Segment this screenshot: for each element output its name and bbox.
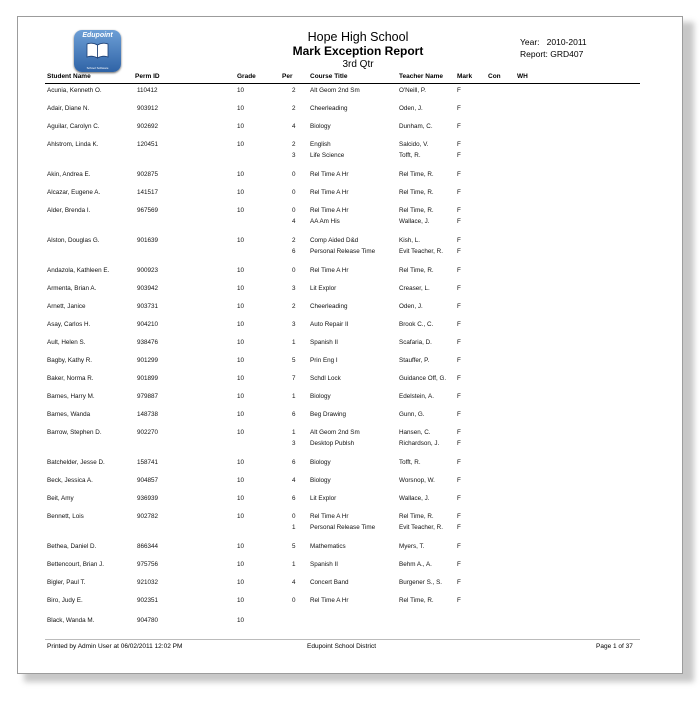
student-name: Adair, Diane N. <box>47 105 90 112</box>
course-title: Rel Time A Hr <box>310 189 349 196</box>
teacher-name: Richardson, J. <box>399 440 440 447</box>
student-name: Bettencourt, Brian J. <box>47 561 105 568</box>
perm-id: 902351 <box>137 597 159 604</box>
col-wh: WH <box>517 73 528 80</box>
course-title: Schdl Lock <box>310 375 341 382</box>
course-title: Personal Release Time <box>310 524 376 531</box>
teacher-name: Rel Time, R. <box>399 597 434 604</box>
period: 1 <box>292 393 296 400</box>
grade: 10 <box>237 513 245 520</box>
mark: F <box>457 440 461 447</box>
course-title: Rel Time A Hr <box>310 267 349 274</box>
teacher-name: Worsnop, W. <box>399 477 435 484</box>
course-title: Life Science <box>310 152 345 159</box>
teacher-name: Rel Time, R. <box>399 171 434 178</box>
mark: F <box>457 543 461 550</box>
period: 3 <box>292 321 296 328</box>
col-grade: Grade <box>237 73 256 80</box>
student-name: Barnes, Wanda <box>47 411 91 418</box>
mark: F <box>457 393 461 400</box>
period: 7 <box>292 375 296 382</box>
perm-id: 902782 <box>137 513 159 520</box>
mark: F <box>457 248 461 255</box>
perm-id: 901639 <box>137 237 159 244</box>
col-course: Course Title <box>310 73 348 80</box>
mark: F <box>457 561 461 568</box>
period: 2 <box>292 141 296 148</box>
mark: F <box>457 375 461 382</box>
perm-id: 967569 <box>137 207 159 214</box>
grade: 10 <box>237 189 245 196</box>
teacher-name: Dunham, C. <box>399 123 433 130</box>
course-title: Lit Explor <box>310 495 337 502</box>
header-rule <box>45 83 640 84</box>
period: 6 <box>292 459 296 466</box>
grade: 10 <box>237 321 245 328</box>
student-name: Bagby, Kathy R. <box>47 357 93 364</box>
grade: 10 <box>237 285 245 292</box>
grade: 10 <box>237 141 245 148</box>
period: 0 <box>292 267 296 274</box>
mark: F <box>457 171 461 178</box>
mark: F <box>457 141 461 148</box>
teacher-name: O'Neill, P. <box>399 87 426 94</box>
course-title: Concert Band <box>310 579 349 586</box>
teacher-name: Wallace, J. <box>399 218 430 225</box>
course-title: AA Am His <box>310 218 340 225</box>
course-title: Alt Geom 2nd Sm <box>310 429 360 436</box>
mark: F <box>457 339 461 346</box>
grade: 10 <box>237 477 245 484</box>
course-title: Beg Drawing <box>310 411 347 418</box>
course-title: English <box>310 141 331 148</box>
logo-brand: Edupoint <box>82 32 113 39</box>
period: 6 <box>292 248 296 255</box>
mark: F <box>457 237 461 244</box>
period: 2 <box>292 105 296 112</box>
course-title: Biology <box>310 459 331 466</box>
teacher-name: Myers, T. <box>399 543 425 550</box>
teacher-name: Burgener S., S. <box>399 579 443 586</box>
teacher-name: Tofft, R. <box>399 152 421 159</box>
teacher-name: Rel Time, R. <box>399 513 434 520</box>
course-title: Desktop Publsh <box>310 440 355 447</box>
grade: 10 <box>237 105 245 112</box>
col-mark: Mark <box>457 73 473 80</box>
perm-id: 979887 <box>137 393 159 400</box>
mark: F <box>457 152 461 159</box>
student-name: Beck, Jessica A. <box>47 477 93 484</box>
course-title: Rel Time A Hr <box>310 171 349 178</box>
col-teacher: Teacher Name <box>399 73 443 80</box>
teacher-name: Wallace, J. <box>399 495 430 502</box>
year-label: Year: <box>520 37 540 47</box>
mark: F <box>457 207 461 214</box>
student-name: Andazola, Kathleen E. <box>47 267 110 274</box>
mark: F <box>457 524 461 531</box>
year-value: 2010-2011 <box>546 37 587 47</box>
course-title: Auto Repair II <box>310 321 349 328</box>
mark: F <box>457 495 461 502</box>
perm-id: 866344 <box>137 543 159 550</box>
course-title: Biology <box>310 393 331 400</box>
printed-by: Printed by Admin User at 06/02/2011 12:02 PM <box>47 643 183 650</box>
teacher-name: Stauffer, P. <box>399 357 430 364</box>
period: 4 <box>292 579 296 586</box>
teacher-name: Evit Teacher, R. <box>399 524 443 531</box>
mark: F <box>457 411 461 418</box>
grade: 10 <box>237 171 245 178</box>
course-title: Mathematics <box>310 543 346 550</box>
period: 3 <box>292 152 296 159</box>
teacher-name: Rel Time, R. <box>399 189 434 196</box>
perm-id: 148738 <box>137 411 159 418</box>
teacher-name: Scafaria, D. <box>399 339 432 346</box>
teacher-name: Gunn, G. <box>399 411 425 418</box>
grade: 10 <box>237 597 245 604</box>
student-name: Akin, Andrea E. <box>47 171 91 178</box>
mark: F <box>457 429 461 436</box>
perm-id: 902692 <box>137 123 159 130</box>
course-title: Prin Eng I <box>310 357 338 364</box>
grade: 10 <box>237 495 245 502</box>
mark: F <box>457 87 461 94</box>
mark: F <box>457 123 461 130</box>
student-name: Batchelder, Jesse D. <box>47 459 105 466</box>
grade: 10 <box>237 459 245 466</box>
grade: 10 <box>237 207 245 214</box>
grade: 10 <box>237 123 245 130</box>
mark: F <box>457 579 461 586</box>
grade: 10 <box>237 579 245 586</box>
grade: 10 <box>237 375 245 382</box>
student-name: Alder, Brenda I. <box>47 207 91 214</box>
mark: F <box>457 303 461 310</box>
student-name: Alston, Douglas G. <box>47 237 100 244</box>
mark: F <box>457 285 461 292</box>
student-name: Bennett, Lois <box>47 513 84 520</box>
teacher-name: Creaser, L. <box>399 285 430 292</box>
teacher-name: Edelstein, A. <box>399 393 435 400</box>
grade: 10 <box>237 267 245 274</box>
student-name: Ahlstrom, Linda K. <box>47 141 99 148</box>
perm-id: 141517 <box>137 189 159 196</box>
teacher-name: Evit Teacher, R. <box>399 248 443 255</box>
mark: F <box>457 218 461 225</box>
year-info <box>520 37 587 47</box>
course-title: Spanish II <box>310 339 339 346</box>
page-number: Page 1 of 37 <box>596 643 633 650</box>
period: 2 <box>292 237 296 244</box>
course-title: Rel Time A Hr <box>310 513 349 520</box>
period: 2 <box>292 87 296 94</box>
grade: 10 <box>237 87 245 94</box>
student-name: Arnett, Janice <box>47 303 86 310</box>
course-title: Biology <box>310 477 331 484</box>
grade: 10 <box>237 237 245 244</box>
period: 3 <box>292 440 296 447</box>
report-title: Mark Exception Report <box>292 44 424 58</box>
period: 5 <box>292 543 296 550</box>
perm-id: 900923 <box>137 267 159 274</box>
teacher-name: Hansen, C. <box>399 429 431 436</box>
grade: 10 <box>237 411 245 418</box>
teacher-name: Tofft, R. <box>399 459 421 466</box>
col-per: Per <box>282 73 293 80</box>
teacher-name: Brook C., C. <box>399 321 434 328</box>
period: 0 <box>292 513 296 520</box>
grade: 10 <box>237 357 245 364</box>
teacher-name: Behm A., A. <box>399 561 432 568</box>
student-name: Armenta, Brian A. <box>47 285 97 292</box>
course-title: Personal Release Time <box>310 248 376 255</box>
mark: F <box>457 597 461 604</box>
perm-id: 158741 <box>137 459 159 466</box>
grade: 10 <box>237 339 245 346</box>
mark: F <box>457 459 461 466</box>
student-name: Bethea, Daniel D. <box>47 543 97 550</box>
perm-id: 120451 <box>137 141 159 148</box>
logo-sub: School Software <box>86 66 109 70</box>
student-name: Baker, Norma R. <box>47 375 94 382</box>
course-title: Lit Explor <box>310 285 337 292</box>
mark: F <box>457 267 461 274</box>
teacher-name: Guidance Off, G. <box>399 375 447 382</box>
period: 0 <box>292 597 296 604</box>
period: 0 <box>292 171 296 178</box>
period: 1 <box>292 561 296 568</box>
period: 6 <box>292 495 296 502</box>
mark: F <box>457 357 461 364</box>
student-name: Barnes, Harry M. <box>47 393 95 400</box>
teacher-name: Rel Time, R. <box>399 207 434 214</box>
perm-id: 904857 <box>137 477 159 484</box>
book-icon <box>86 42 109 59</box>
course-title: Cheerleading <box>310 105 348 112</box>
perm-id: 903731 <box>137 303 159 310</box>
perm-id: 975756 <box>137 561 159 568</box>
footer-rule <box>45 639 640 640</box>
course-title: Rel Time A Hr <box>310 207 349 214</box>
grade: 10 <box>237 543 245 550</box>
edupoint-logo <box>74 30 121 72</box>
report-value: GRD407 <box>550 49 584 59</box>
district-name: Edupoint School District <box>307 643 377 650</box>
course-title: Comp Aided D&d <box>310 237 359 244</box>
mark: F <box>457 477 461 484</box>
period: 1 <box>292 429 296 436</box>
student-name: Asay, Carlos H. <box>47 321 91 328</box>
student-name: Beit, Amy <box>47 495 74 502</box>
report-period: 3rd Qtr <box>342 59 374 70</box>
teacher-name: Oden, J. <box>399 105 423 112</box>
teacher-name: Rel Time, R. <box>399 267 434 274</box>
course-title: Spanish II <box>310 561 339 568</box>
school-name: Hope High School <box>307 30 409 44</box>
col-student-name: Student Name <box>47 73 91 80</box>
perm-id: 902270 <box>137 429 159 436</box>
student-name: Alcazar, Eugene A. <box>47 189 101 196</box>
perm-id: 901899 <box>137 375 159 382</box>
student-name: Barrow, Stephen D. <box>47 429 102 436</box>
grade: 10 <box>237 303 245 310</box>
mark: F <box>457 189 461 196</box>
period: 4 <box>292 123 296 130</box>
period: 0 <box>292 189 296 196</box>
perm-id: 110412 <box>137 87 158 94</box>
perm-id: 902875 <box>137 171 159 178</box>
perm-id: 904210 <box>137 321 159 328</box>
perm-id: 921032 <box>137 579 159 586</box>
teacher-name: Kish, L. <box>399 237 420 244</box>
course-title: Rel Time A Hr <box>310 597 349 604</box>
period: 4 <box>292 477 296 484</box>
period: 1 <box>292 524 296 531</box>
course-title: Alt Geom 2nd Sm <box>310 87 360 94</box>
col-perm-id: Perm ID <box>135 73 160 80</box>
mark: F <box>457 321 461 328</box>
grade: 10 <box>237 429 245 436</box>
grade: 10 <box>237 561 245 568</box>
grade: 10 <box>237 393 245 400</box>
period: 2 <box>292 303 296 310</box>
grade: 10 <box>237 617 245 624</box>
report-label: Report: <box>520 49 548 59</box>
student-name: Bigler, Paul T. <box>47 579 86 586</box>
period: 3 <box>292 285 296 292</box>
period: 6 <box>292 411 296 418</box>
teacher-name: Salcido, V. <box>399 141 429 148</box>
student-name: Biro, Judy E. <box>47 597 83 604</box>
report-info <box>520 49 583 59</box>
student-name: Acunia, Kenneth O. <box>47 87 102 94</box>
period: 0 <box>292 207 296 214</box>
col-con: Con <box>488 73 501 80</box>
perm-id: 903942 <box>137 285 159 292</box>
teacher-name: Oden, J. <box>399 303 423 310</box>
perm-id: 903912 <box>137 105 159 112</box>
perm-id: 938476 <box>137 339 159 346</box>
course-title: Biology <box>310 123 331 130</box>
mark: F <box>457 513 461 520</box>
student-name: Black, Wanda M. <box>47 617 95 624</box>
period: 4 <box>292 218 296 225</box>
perm-id: 901299 <box>137 357 159 364</box>
report-page <box>17 16 683 674</box>
perm-id: 904780 <box>137 617 159 624</box>
period: 5 <box>292 357 296 364</box>
period: 1 <box>292 339 296 346</box>
student-name: Ault, Helen S. <box>47 339 86 346</box>
student-name: Aguilar, Carolyn C. <box>47 123 100 130</box>
mark: F <box>457 105 461 112</box>
perm-id: 936939 <box>137 495 159 502</box>
course-title: Cheerleading <box>310 303 348 310</box>
